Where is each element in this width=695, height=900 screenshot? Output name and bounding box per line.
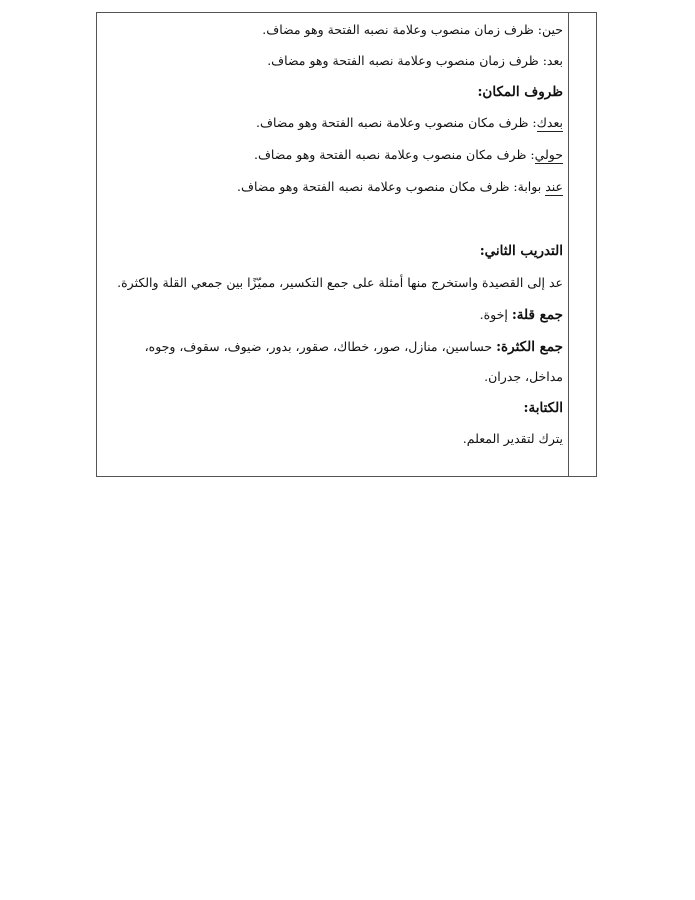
place-adverb-line-2 <box>254 146 563 164</box>
time-adverb-word: بعد <box>546 53 563 68</box>
place-adverb-line-3 <box>237 178 563 196</box>
kathra-value: حساسين، منازل، صور، خطاك، صقور، بدور، ضيوف، سقوف، وجوه، <box>144 339 497 354</box>
kathra-line <box>145 338 563 356</box>
kathra-label: جمع الكثرة: <box>496 339 563 355</box>
place-adverb-analysis: : ظرف مكان منصوب وعلامة نصبه الفتحة وهو مضاف. <box>256 115 537 130</box>
side-column <box>569 13 596 476</box>
time-adverb-analysis: : ظرف زمان منصوب وعلامة نصبه الفتحة وهو مضاف. <box>267 53 547 68</box>
place-adverb-line-1 <box>256 114 563 132</box>
place-adverbs-heading: ظروف المكان: <box>477 84 563 100</box>
exercise-2-heading: التدريب الثاني: <box>479 243 563 259</box>
time-adverb-line-2 <box>267 52 563 70</box>
time-adverb-line-1 <box>262 21 563 39</box>
qilla-label: جمع قلة: <box>511 307 563 323</box>
place-adverb-analysis: : ظرف مكان منصوب وعلامة نصبه الفتحة وهو مضاف. <box>254 147 535 162</box>
qilla-line <box>480 306 563 324</box>
time-adverb-word: حين <box>541 22 563 37</box>
writing-text: يترك لتقدير المعلم. <box>462 431 563 446</box>
time-adverb-analysis: : ظرف زمان منصوب وعلامة نصبه الفتحة وهو مضاف. <box>262 22 542 37</box>
exercise-2-instruction: عد إلى القصيدة واستخرج منها أمثلة على جمع التكسير، مميّزًا بين جمعي القلة والكثرة. <box>117 275 563 290</box>
place-adverb-word: عند <box>545 179 563 194</box>
place-adverb-word: بعدك <box>536 115 563 130</box>
place-adverb-word: حولي <box>534 147 563 162</box>
qilla-value: إخوة. <box>479 307 512 322</box>
place-adverb-analysis: : ظرف مكان منصوب وعلامة نصبه الفتحة وهو مضاف. <box>237 179 518 194</box>
kathra-line-continued: مداخل، جدران. <box>484 369 563 384</box>
place-adverb-noun: بوابة <box>517 179 546 194</box>
writing-heading: الكتابة: <box>523 400 563 416</box>
